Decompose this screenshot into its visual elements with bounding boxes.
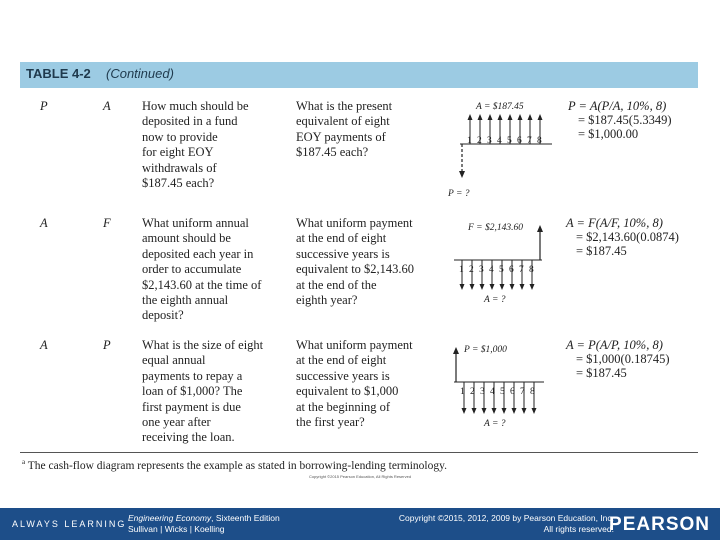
given-symbol: A <box>103 99 111 113</box>
diagram-bottom-label: A = ? <box>484 295 506 305</box>
book-edition: , Sixteenth Edition <box>211 513 280 523</box>
svg-text:7: 7 <box>519 265 524 275</box>
pearson-logo: PEARSON <box>609 514 710 535</box>
svg-text:2: 2 <box>477 136 482 146</box>
svg-text:3: 3 <box>487 136 492 146</box>
problem-text: How much should be deposited in a fund now to provide for eight EOY withdrawals of $187.45 each? <box>142 99 249 191</box>
table-bottom-rule <box>20 452 698 453</box>
svg-text:8: 8 <box>537 136 542 146</box>
given-symbol: P <box>103 338 111 352</box>
table-header-band <box>20 62 698 88</box>
authors: Sullivan | Wicks | Koelling <box>128 524 225 534</box>
footnote-text: The cash-flow diagram represents the example as stated in borrowing-lending terminology. <box>27 459 447 472</box>
restated-problem: What is the present equivalent of eight EOY payments of $187.45 each? <box>296 99 393 160</box>
find-symbol: A <box>40 338 48 352</box>
svg-text:5: 5 <box>500 387 505 397</box>
footer-bar <box>0 508 720 540</box>
svg-text:6: 6 <box>517 136 522 146</box>
svg-text:1: 1 <box>467 136 472 146</box>
find-symbol: P <box>40 99 48 113</box>
svg-text:1: 1 <box>460 387 465 397</box>
copyright-small: Copyright ©2015 Pearson Education, All Rights Reserved <box>308 474 412 479</box>
continued-label: (Continued) <box>106 66 174 81</box>
svg-text:1: 1 <box>459 265 464 275</box>
svg-text:7: 7 <box>527 136 532 146</box>
svg-text:6: 6 <box>509 265 514 275</box>
svg-text:5: 5 <box>499 265 504 275</box>
svg-text:4: 4 <box>490 387 495 397</box>
solution: A = P(A/P, 10%, 8) = $1,000(0.18745) = $187.45 <box>566 338 670 380</box>
diagram-top-label: P = $1,000 <box>464 345 507 355</box>
diagram-bottom-label: P = ? <box>448 189 470 199</box>
find-symbol: A <box>40 216 48 230</box>
book-title: Engineering Economy <box>128 513 212 523</box>
svg-text:3: 3 <box>480 387 485 397</box>
problem-text: What uniform annual amount should be deposited each year in order to accumulate $2,143.60 at the time of the eighth annual deposit? <box>142 216 262 323</box>
svg-text:2: 2 <box>470 387 475 397</box>
svg-text:2: 2 <box>469 265 474 275</box>
svg-text:6: 6 <box>510 387 515 397</box>
footnote <box>22 458 447 472</box>
book-citation <box>128 513 280 535</box>
solution: P = A(P/A, 10%, 8) = $187.45(5.3349) = $1,000.00 <box>568 99 672 141</box>
restated-problem: What uniform payment at the end of eight successive years is equivalent to $1,000 at the beginning of the first year? <box>296 338 413 430</box>
restated-problem: What uniform payment at the end of eight successive years is equivalent to $2,143.60 at the end of the eighth year? <box>296 216 415 308</box>
given-symbol: F <box>103 216 111 230</box>
solution: A = F(A/F, 10%, 8) = $2,143.60(0.0874) = $187.45 <box>566 216 679 258</box>
always-learning: ALWAYS LEARNING <box>12 519 127 529</box>
svg-text:8: 8 <box>529 265 534 275</box>
diagram-bottom-label: A = ? <box>484 419 506 429</box>
problem-text: What is the size of eight equal annual payments to repay a loan of $1,000? The first payment is due one year after receiving the loan. <box>142 338 264 445</box>
svg-text:5: 5 <box>507 136 512 146</box>
diagram-top-label: A = $187.45 <box>476 102 524 112</box>
copyright-notice: Copyright ©2015, 2012, 2009 by Pearson Education, Inc. All rights reserved. <box>398 513 614 534</box>
svg-text:4: 4 <box>497 136 502 146</box>
cash-flow-diagram-2 <box>450 216 560 308</box>
cash-flow-diagram-3 <box>446 338 556 434</box>
svg-text:7: 7 <box>520 387 525 397</box>
diagram-top-label: F = $2,143.60 <box>468 223 523 233</box>
svg-text:8: 8 <box>530 387 535 397</box>
svg-text:3: 3 <box>479 265 484 275</box>
cash-flow-diagram-1 <box>440 98 560 202</box>
footnote-marker: a <box>22 458 26 466</box>
svg-text:4: 4 <box>489 265 494 275</box>
table-label: TABLE 4-2 <box>26 66 91 81</box>
